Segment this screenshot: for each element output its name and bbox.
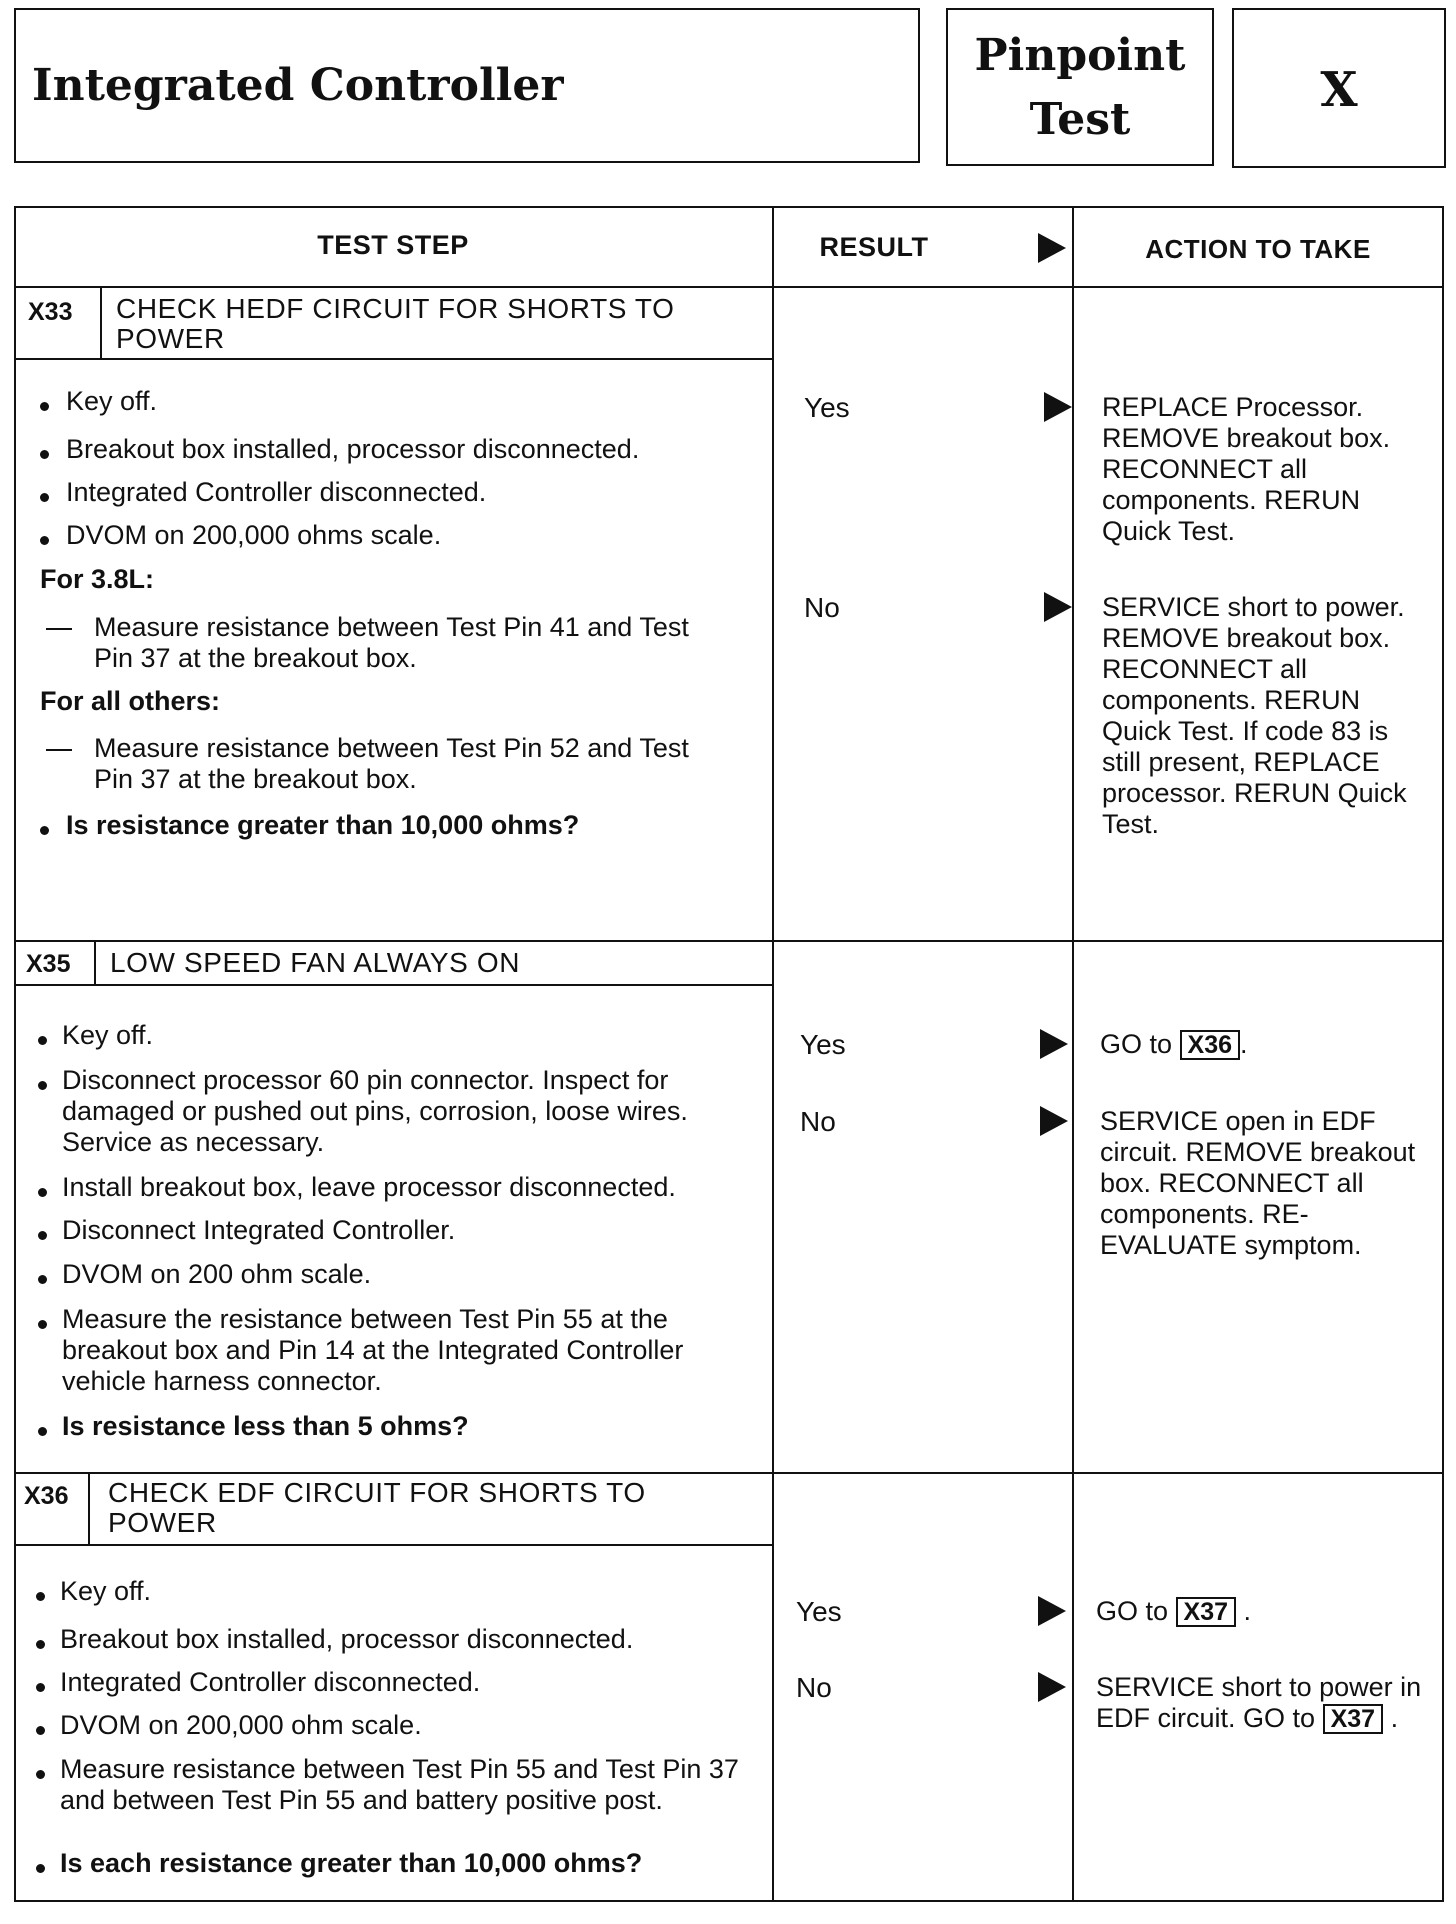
bullet-icon	[40, 402, 49, 411]
arrow-right-icon	[1038, 1596, 1066, 1626]
step-bullet: Install breakout box, leave processor disconnected.	[62, 1172, 676, 1202]
step-bullet: Disconnect processor 60 pin connector. Inspect for damaged or pushed out pins, corrosion, loose wires. Service as necessary.	[62, 1065, 688, 1157]
arrow-right-icon	[1038, 1672, 1066, 1702]
step-question: Is resistance greater than 10,000 ohms?	[66, 810, 580, 840]
bullet-icon	[38, 1036, 47, 1045]
action-text: SERVICE short to power. REMOVE breakout box. RECONNECT all components. RERUN Quick Test. If code 83 is still present, REPLACE processor. RERUN Quick Test.	[1102, 592, 1407, 839]
step-bullet: Breakout box installed, processor disconnected.	[66, 434, 640, 464]
step-bullet: Measure the resistance between Test Pin 55 at the breakout box and Pin 14 at the Integrated Controller vehicle harness connector.	[62, 1304, 684, 1396]
bullet-icon	[38, 1320, 47, 1329]
bullet-icon	[38, 1188, 47, 1197]
result-yes: Yes	[796, 1596, 842, 1627]
sub-label: For 3.8L:	[40, 564, 155, 594]
step-question: Is resistance less than 5 ohms?	[62, 1411, 469, 1441]
step-title: CHECK EDF CIRCUIT FOR SHORTS TO POWER	[108, 1477, 646, 1538]
sub-text: Measure resistance between Test Pin 41 and Test Pin 37 at the breakout box.	[94, 612, 689, 673]
arrow-right-icon	[1040, 1029, 1068, 1059]
action-goto	[1096, 1672, 1426, 1734]
page-title: Integrated Controller	[32, 60, 564, 111]
step-question: Is each resistance greater than 10,000 ohms?	[60, 1848, 643, 1878]
bullet-icon	[40, 536, 49, 545]
step-bullet: Key off.	[66, 386, 158, 416]
step-bullet: Integrated Controller disconnected.	[60, 1667, 481, 1697]
step-id: X35	[26, 950, 71, 978]
action-prefix: GO to	[1096, 1596, 1169, 1626]
step-ref-x36[interactable]: X36	[1180, 1030, 1240, 1060]
bullet-icon	[36, 1864, 45, 1873]
step-id: X33	[28, 298, 73, 326]
pinpoint-label: Pinpoint	[974, 30, 1186, 81]
dash-icon	[46, 628, 72, 630]
col-result: RESULT	[819, 232, 929, 262]
pinpoint-table	[14, 206, 1444, 1924]
bullet-icon	[36, 1726, 45, 1735]
arrow-right-icon	[1040, 1106, 1068, 1136]
bullet-icon	[40, 826, 49, 835]
result-arrow-icon	[1038, 233, 1066, 263]
step-bullet: Breakout box installed, processor disconnected.	[60, 1624, 634, 1654]
step-bullet: DVOM on 200 ohm scale.	[62, 1259, 372, 1289]
action-suffix: .	[1243, 1596, 1252, 1626]
step-title: CHECK HEDF CIRCUIT FOR SHORTS TO POWER	[116, 293, 675, 354]
bullet-icon	[36, 1640, 45, 1649]
arrow-right-icon	[1044, 592, 1072, 622]
bullet-icon	[36, 1770, 45, 1779]
step-bullet: DVOM on 200,000 ohms scale.	[66, 520, 442, 550]
title-box	[14, 8, 920, 163]
test-code: X	[1320, 62, 1358, 118]
sub-label: For all others:	[40, 686, 221, 716]
step-bullet: Integrated Controller disconnected.	[66, 477, 487, 507]
col-action: ACTION TO TAKE	[1145, 234, 1371, 264]
step-bullet: Key off.	[62, 1020, 154, 1050]
step-bullet: Key off.	[60, 1576, 152, 1606]
action-goto	[1100, 1029, 1430, 1060]
result-no: No	[804, 592, 840, 623]
step-title: LOW SPEED FAN ALWAYS ON	[110, 947, 521, 978]
step-ref-x37[interactable]: X37	[1323, 1704, 1383, 1734]
result-yes: Yes	[800, 1029, 846, 1060]
action-suffix: .	[1240, 1029, 1248, 1059]
bullet-icon	[38, 1231, 47, 1240]
bullet-icon	[38, 1427, 47, 1436]
result-no: No	[796, 1672, 832, 1703]
action-text: REPLACE Processor. REMOVE breakout box. RECONNECT all components. RERUN Quick Test.	[1102, 392, 1391, 546]
action-text: SERVICE open in EDF circuit. REMOVE breakout box. RECONNECT all components. RE-EVALUATE symptom.	[1100, 1106, 1416, 1260]
sub-text: Measure resistance between Test Pin 52 and Test Pin 37 at the breakout box.	[94, 733, 689, 794]
step-ref-x37[interactable]: X37	[1176, 1597, 1236, 1627]
result-yes: Yes	[804, 392, 850, 423]
action-goto	[1096, 1596, 1426, 1627]
arrow-right-icon	[1044, 392, 1072, 422]
result-no: No	[800, 1106, 836, 1137]
bullet-icon	[38, 1275, 47, 1284]
action-prefix: GO to	[1100, 1029, 1173, 1059]
step-bullet: DVOM on 200,000 ohm scale.	[60, 1710, 422, 1740]
col-test-step: TEST STEP	[317, 230, 469, 260]
action-prefix: SERVICE short to power in EDF circuit. GO to	[1096, 1672, 1422, 1733]
pinpoint-test-box	[946, 8, 1214, 166]
bullet-icon	[40, 493, 49, 502]
test-code-box	[1232, 8, 1446, 168]
dash-icon	[46, 749, 72, 751]
step-bullet: Measure resistance between Test Pin 55 and Test Pin 37 and between Test Pin 55 and battery positive post.	[60, 1754, 739, 1815]
step-bullet: Disconnect Integrated Controller.	[62, 1215, 456, 1245]
action-suffix: .	[1390, 1703, 1399, 1733]
bullet-icon	[36, 1592, 45, 1601]
bullet-icon	[38, 1081, 47, 1090]
test-label: Test	[1029, 94, 1131, 145]
bullet-icon	[36, 1683, 45, 1692]
bullet-icon	[40, 450, 49, 459]
step-id: X36	[24, 1482, 69, 1510]
